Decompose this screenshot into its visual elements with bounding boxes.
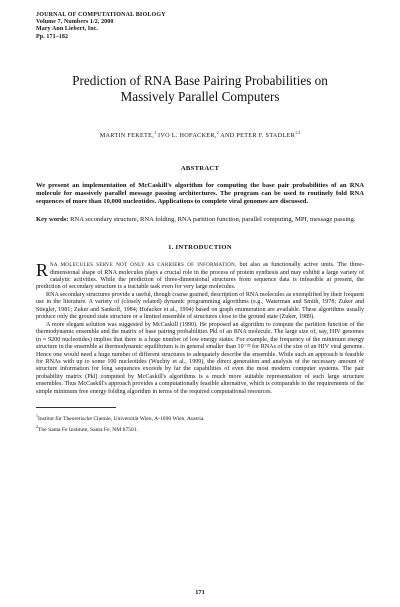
journal-header — [36, 12, 364, 41]
footnote-1-text: Institut für Theoretische Chemie, Universität Wien, A-1090 Wien, Austria. — [38, 416, 205, 423]
author-1-affiliation: 1 — [154, 129, 157, 135]
author-3-affiliation: 1,2 — [295, 129, 301, 135]
introduction-body — [36, 262, 364, 396]
journal-pages: Pp. 171–182 — [36, 33, 69, 40]
author-3: AND PETER F. STADLER — [218, 131, 296, 139]
intro-paragraph-1 — [36, 262, 364, 292]
paper-title — [36, 73, 364, 105]
author-list — [36, 130, 364, 139]
intro-paragraph-1-text: but also as functionally active units. The three-dimensional shape of RNA molecules plays a crucial role in the process of protein synthesis and may exhibit a large variety of catalytic activities. While the prediction of three-dimensional structures from sequence data is infeasible at present, the prediction of secondary structure is a tractable task even for very large molecules. — [36, 262, 364, 291]
journal-volume: Volume 7, Numbers 1/2, 2000 — [36, 19, 114, 26]
keywords — [36, 216, 364, 224]
keywords-text: RNA secondary structure, RNA folding, RNA partition function, parallel computing, MPI, message passing. — [68, 215, 356, 223]
footnote-2-marker: 2 — [36, 424, 38, 430]
title-line-2: Massively Parallel Computers — [120, 88, 280, 104]
footnote-2 — [36, 423, 364, 434]
abstract-text: We present an implementation of McCaskill's algorithm for computing the base pair probabilities of an RNA molecule for massively parallel message passing architectures. The program can be used to routinely fold RNA sequences of more than 10,000 nucleotides. Applications to complete viral genomes are discussed. — [36, 181, 364, 206]
title-line-1: Prediction of RNA Base Pairing Probabilities on — [72, 72, 328, 88]
author-2: IVO L. HOFACKER, — [156, 131, 217, 139]
footnote-2-text: The Santa Fe Institute, Santa Fe, NM 87501. — [38, 426, 139, 433]
journal-name: JOURNAL OF COMPUTATIONAL BIOLOGY — [36, 12, 166, 18]
author-1: MARTIN FEKETE, — [99, 131, 155, 139]
footnotes — [36, 412, 364, 434]
section-heading-introduction: 1. INTRODUCTION — [168, 244, 232, 252]
keywords-label: Key words: — [36, 215, 69, 223]
intro-paragraph-3: A more elegant solution was suggested by McCaskill (1990). He proposed an algorithm to compute the partition function of the thermodynamic ensemble and the matrix of base pairing probabilities Pkl of an RNA molecule. The large size of, say, HIV genomes (n ≈ 9200 nucleotides) implies that there is a huge number of low energy states. For example, the frequency of the minimum energy structure in the ensemble at thermodynamic equilibrium is in general smaller than 10⁻²³ for RNAs of the size of an HIV viral genome. Hence one would need a huge number of different structures to adequately describe the ensemble. While such an approach is feasible for RNAs with up to some 100 nucleotides (Wuchty et al., 1999), the direct generation and analysis of the necessary amount of structure information for long sequences exceeds by far the capabilities of even the most modern computer systems. The pair probability matrix (Pkl) computed by McCaskill's algorithms is a much more suitable representation of such large structure ensembles. Thus McCaskill's approach provides a computationally feasible alternative, which is comparable to the requirements of the simple minimum free energy folding algorithm in terms of the required computational resources. — [36, 321, 364, 395]
footnote-rule — [36, 407, 116, 408]
page-number: 171 — [195, 589, 205, 596]
drop-cap: R — [36, 260, 49, 281]
footnote-1 — [36, 412, 364, 423]
journal-publisher: Mary Ann Liebert, Inc. — [36, 26, 99, 33]
intro-smallcaps-lead: NA MOLECULES SERVE NOT ONLY AS CARRIERS OF INFORMATION, — [50, 263, 237, 269]
footnote-1-marker: 1 — [36, 413, 38, 419]
author-2-affiliation: 2 — [216, 129, 219, 135]
intro-paragraph-2: RNA secondary structures provide a useful, though coarse grained, description of RNA molecules as exemplified by their frequent use in the literature. A variety of (closely related) dynamic programming algorithms (e.g., Waterman and Smith, 1978; Zuker and Stiegler, 1981; Zuker and Sankoff, 1984; Hofacker et al., 1994) based on graph enumeration are available. These algorithms usually produce only the ground state structure or a limited ensemble of structures close to the ground state (Zuker, 1989). — [36, 291, 364, 321]
abstract-heading: ABSTRACT — [180, 164, 220, 172]
